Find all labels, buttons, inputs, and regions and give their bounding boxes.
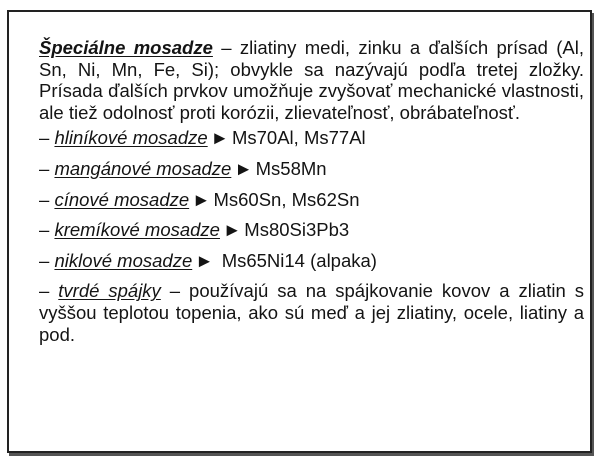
- hard-solders-text: – používajú sa na spájkovanie kovov a zliatin s vyššou teplotou topenia, ako sú meď a jej zliatiny, ocele, liatiny a pod.: [39, 280, 584, 345]
- list-item-silicon-brass: [39, 219, 584, 241]
- list-item-term: kremíkové mosadze: [54, 219, 220, 241]
- list-item-aluminium-brass: [39, 127, 584, 149]
- arrow-right-icon: ►: [222, 219, 242, 241]
- list-item-term: hliníkové mosadze: [54, 127, 208, 149]
- arrow-right-icon: ►: [210, 127, 229, 149]
- list-item-manganese-brass: [39, 158, 584, 180]
- list-item-term: niklové mosadze: [54, 249, 193, 271]
- list-item-alloys: Ms70Al, Ms77Al: [231, 127, 366, 149]
- arrow-right-icon: ►: [195, 249, 214, 271]
- arrow-right-icon: ►: [234, 157, 253, 179]
- intro-paragraph: [39, 37, 584, 123]
- text-box-frame: [7, 10, 592, 453]
- list-item-dash: –: [39, 157, 50, 179]
- text-content: [39, 37, 584, 345]
- intro-text: zliatiny medi, zinku a ďalších prísad (Al, Sn, Ni, Mn, Fe, Si); obvykle sa nazývajú podľa tretej zložky. Prísada ďalších prvkov umožňuje zvyšovať mechanické vlastnosti, ale tiež odolnosť proti korózii, zlievateľnosť, obrábateľnosť.: [39, 37, 585, 123]
- list-item-alloys: Ms60Sn, Ms62Sn: [213, 188, 360, 210]
- list-item-nickel-brass: [39, 250, 584, 272]
- arrow-right-icon: ►: [192, 188, 211, 210]
- list-item-dash: –: [39, 219, 50, 241]
- hard-solders-paragraph: [39, 280, 584, 345]
- section-title: Špeciálne mosadze: [39, 37, 213, 58]
- hard-solders-term: tvrdé spájky: [58, 280, 161, 302]
- list-item-alloys: Ms58Mn: [255, 157, 327, 179]
- list-item-tin-brass: [39, 189, 584, 211]
- list-item-dash: –: [39, 249, 50, 271]
- list-item-alloys: Ms65Ni14 (alpaka): [221, 249, 377, 271]
- list-item-alloys: Ms80Si3Pb3: [244, 219, 350, 241]
- list-item-term: mangánové mosadze: [54, 157, 232, 179]
- hard-solders-dash: –: [39, 280, 50, 302]
- intro-dash: –: [221, 37, 232, 58]
- list-item-dash: –: [39, 188, 50, 210]
- list-item-dash: –: [39, 127, 50, 149]
- list-item-term: cínové mosadze: [54, 188, 190, 210]
